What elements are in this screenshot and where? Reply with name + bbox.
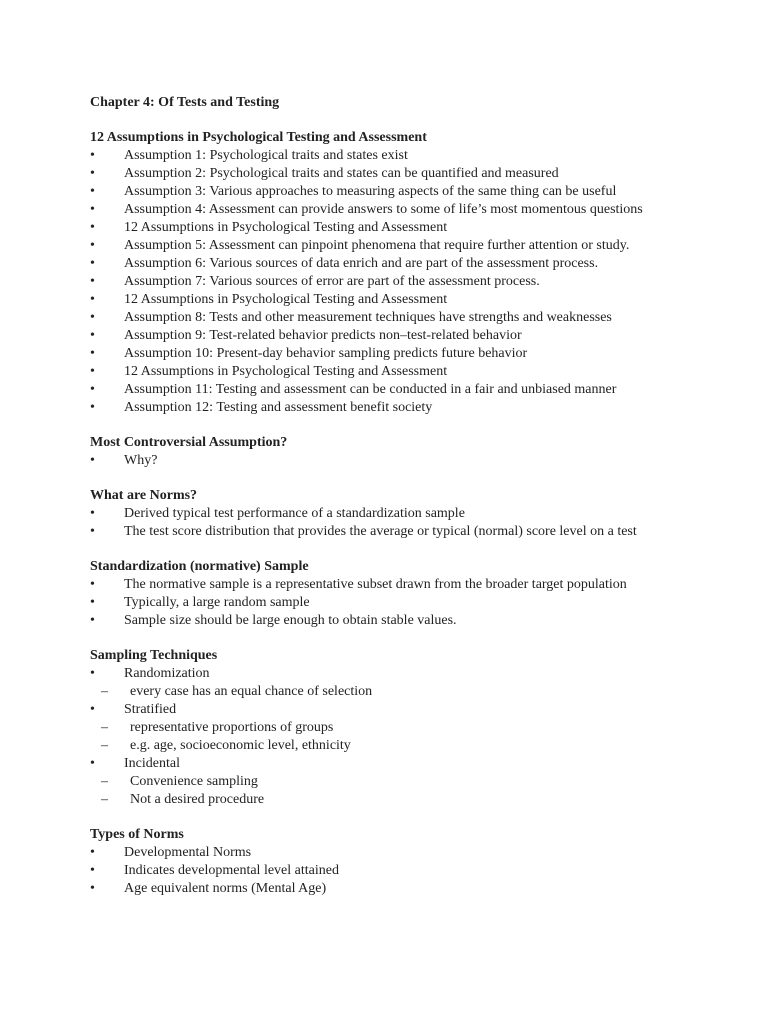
sub-list: [90, 773, 730, 809]
list-item: [90, 291, 730, 309]
list-item: [90, 452, 730, 470]
bullet-icon: •: [90, 220, 95, 235]
list-item-text: 12 Assumptions in Psychological Testing and Assessment: [124, 292, 448, 307]
sub-list-item-text: Convenience sampling: [130, 774, 258, 789]
list-item: [90, 665, 730, 701]
list-item-text: Assumption 11: Testing and assessment can be conducted in a fair and unbiased manner: [124, 382, 617, 397]
list-item: [90, 363, 730, 381]
list-item-text: The test score distribution that provides the average or typical (normal) score level on a test: [124, 524, 637, 539]
section: [90, 487, 730, 541]
list-item-text: Typically, a large random sample: [124, 595, 310, 610]
list-item-text: 12 Assumptions in Psychological Testing and Assessment: [124, 364, 448, 379]
list-item: [90, 612, 730, 630]
bullet-icon: •: [90, 382, 95, 397]
list-item: [90, 862, 730, 880]
list-item-text: Why?: [124, 453, 158, 468]
list-item: [90, 755, 730, 809]
sub-list-item: [90, 773, 730, 791]
list-item: [90, 273, 730, 291]
sub-list-item: [90, 683, 730, 701]
bullet-list: [90, 844, 730, 898]
section: [90, 129, 730, 417]
dash-icon: –: [101, 720, 108, 735]
list-item-text: Assumption 12: Testing and assessment benefit society: [124, 400, 433, 415]
list-item: [90, 381, 730, 399]
list-item-text: Sample size should be large enough to obtain stable values.: [124, 613, 457, 628]
list-item-text: Randomization: [124, 666, 210, 681]
bullet-icon: •: [90, 166, 95, 181]
sub-list-item: [90, 719, 730, 737]
sub-list-item-text: every case has an equal chance of selection: [130, 684, 373, 699]
list-item: [90, 237, 730, 255]
sub-list: [90, 719, 730, 755]
list-item-text: The normative sample is a representative subset drawn from the broader target population: [124, 577, 627, 592]
bullet-list: [90, 665, 730, 809]
list-item: [90, 701, 730, 755]
list-item: [90, 165, 730, 183]
bullet-icon: •: [90, 256, 95, 271]
list-item: [90, 399, 730, 417]
list-item-text: Assumption 8: Tests and other measurement techniques have strengths and weaknesses: [124, 310, 612, 325]
bullet-icon: •: [90, 364, 95, 379]
bullet-list: [90, 147, 730, 417]
dash-icon: –: [101, 684, 108, 699]
bullet-icon: •: [90, 524, 95, 539]
list-item-text: Indicates developmental level attained: [124, 863, 339, 878]
list-item: [90, 880, 730, 898]
section-heading: 12 Assumptions in Psychological Testing and Assessment: [90, 130, 427, 145]
section-heading: Sampling Techniques: [90, 648, 218, 663]
section: [90, 434, 730, 470]
bullet-icon: •: [90, 148, 95, 163]
list-item-text: Assumption 9: Test-related behavior predicts non–test-related behavior: [124, 328, 522, 343]
list-item: [90, 345, 730, 363]
section-heading: What are Norms?: [90, 488, 198, 503]
bullet-icon: •: [90, 577, 95, 592]
section-heading: Standardization (normative) Sample: [90, 559, 309, 574]
dash-icon: –: [101, 792, 108, 807]
list-item-text: Assumption 7: Various sources of error are part of the assessment process.: [124, 274, 540, 289]
bullet-icon: •: [90, 274, 95, 289]
bullet-icon: •: [90, 346, 95, 361]
section: [90, 647, 730, 809]
dash-icon: –: [101, 738, 108, 753]
document-body: [90, 129, 730, 898]
list-item: [90, 523, 730, 541]
section-heading: Types of Norms: [90, 827, 184, 842]
sub-list-item: [90, 791, 730, 809]
bullet-icon: •: [90, 328, 95, 343]
bullet-icon: •: [90, 702, 95, 717]
list-item-text: Assumption 10: Present-day behavior sampling predicts future behavior: [124, 346, 528, 361]
section: [90, 826, 730, 898]
list-item-text: Assumption 5: Assessment can pinpoint phenomena that require further attention or study.: [124, 238, 630, 253]
list-item-text: Incidental: [124, 756, 180, 771]
list-item: [90, 594, 730, 612]
bullet-list: [90, 576, 730, 630]
list-item: [90, 309, 730, 327]
list-item-text: Developmental Norms: [124, 845, 252, 860]
bullet-icon: •: [90, 756, 95, 771]
sub-list-item: [90, 737, 730, 755]
list-item: [90, 505, 730, 523]
bullet-icon: •: [90, 863, 95, 878]
section: [90, 558, 730, 630]
bullet-icon: •: [90, 595, 95, 610]
list-item-text: Assumption 6: Various sources of data enrich and are part of the assessment process.: [124, 256, 599, 271]
bullet-icon: •: [90, 613, 95, 628]
bullet-icon: •: [90, 184, 95, 199]
bullet-list: [90, 452, 730, 470]
dash-icon: –: [101, 774, 108, 789]
list-item: [90, 183, 730, 201]
list-item: [90, 255, 730, 273]
list-item-text: Assumption 2: Psychological traits and states can be quantified and measured: [124, 166, 559, 181]
sub-list-item-text: representative proportions of groups: [130, 720, 334, 735]
sub-list-item-text: e.g. age, socioeconomic level, ethnicity: [130, 738, 351, 753]
bullet-icon: •: [90, 292, 95, 307]
bullet-icon: •: [90, 666, 95, 681]
bullet-icon: •: [90, 400, 95, 415]
list-item-text: 12 Assumptions in Psychological Testing and Assessment: [124, 220, 448, 235]
list-item: [90, 327, 730, 345]
list-item-text: Derived typical test performance of a standardization sample: [124, 506, 465, 521]
bullet-icon: •: [90, 238, 95, 253]
bullet-icon: •: [90, 881, 95, 896]
list-item: [90, 576, 730, 594]
bullet-list: [90, 505, 730, 541]
sub-list: [90, 683, 730, 701]
list-item-text: Stratified: [124, 702, 177, 717]
section-heading: Most Controversial Assumption?: [90, 435, 288, 450]
bullet-icon: •: [90, 310, 95, 325]
list-item-text: Assumption 3: Various approaches to measuring aspects of the same thing can be useful: [124, 184, 617, 199]
list-item: [90, 219, 730, 237]
bullet-icon: •: [90, 202, 95, 217]
list-item-text: Age equivalent norms (Mental Age): [124, 881, 327, 896]
document-title: Chapter 4: Of Tests and Testing: [90, 95, 280, 110]
document-page: [90, 94, 730, 915]
sub-list-item-text: Not a desired procedure: [130, 792, 265, 807]
bullet-icon: •: [90, 453, 95, 468]
list-item-text: Assumption 1: Psychological traits and states exist: [124, 148, 408, 163]
list-item: [90, 844, 730, 862]
list-item-text: Assumption 4: Assessment can provide answers to some of life’s most momentous questions: [124, 202, 643, 217]
list-item: [90, 201, 730, 219]
list-item: [90, 147, 730, 165]
bullet-icon: •: [90, 845, 95, 860]
bullet-icon: •: [90, 506, 95, 521]
